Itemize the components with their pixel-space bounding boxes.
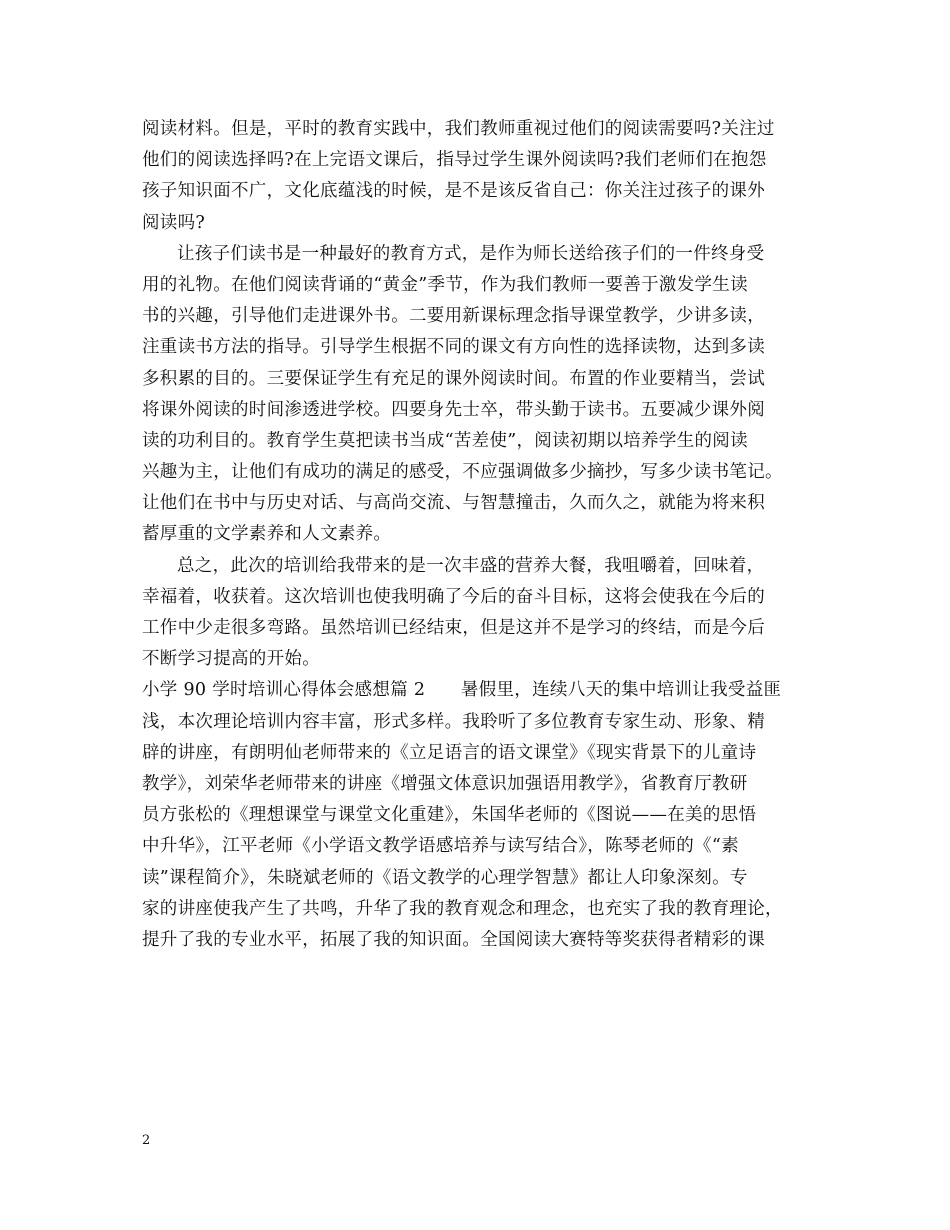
text-line: 孩子知识面不广，文化底蕴浅的时候，是不是该反省自己：你关注过孩子的课外 (142, 181, 765, 202)
paragraph-first-line: 让孩子们读书是一种最好的教育方式，是作为师长送给孩子们的一件终身受 (177, 243, 765, 264)
text-line: 兴趣为主，让他们有成功的满足的感受，不应强调做多少摘抄，写多少读书笔记。 (142, 462, 783, 483)
text-line: 阅读材料。但是，平时的教育实践中，我们教师重视过他们的阅读需要吗?关注过 (142, 119, 775, 139)
paragraph-first-line: 总之，此次的培训给我带来的是一次丰盛的营养大餐，我咀嚼着，回味着， (177, 555, 765, 576)
body-text (142, 114, 832, 956)
text-line: 他们的阅读选择吗?在上完语文课后，指导过学生课外阅读吗?我们老师们在抱怨 (142, 150, 767, 171)
text-line: 多积累的目的。三要保证学生有充足的课外阅读时间。布置的作业要精当，尝试 (142, 368, 765, 389)
text-line: 家的讲座使我产生了共鸣，升华了我的教育观念和理念，也充实了我的教育理论， (142, 898, 783, 919)
text-line: 读”课程简介》，朱晓斌老师的《语文教学的心理学智慧》都让人印象深刻。专 (142, 867, 748, 888)
text-line: 工作中少走很多弯路。虽然培训已经结束，但是这并不是学习的终结，而是今后 (142, 618, 765, 638)
text-line: 读的功利目的。教育学生莫把读书当成“苦差使”，阅读初期以培养学生的阅读 (142, 430, 748, 451)
text-line: 让他们在书中与历史对话、与高尚交流、与智慧撞击，久而久之，就能为将来积 (142, 493, 765, 514)
text-line: 中升华》，江平老师《小学语文教学语感培养与读写结合》，陈琴老师的《“素 (142, 836, 739, 857)
text-line: 提升了我的专业水平，拓展了我的知识面。全国阅读大赛特等奖获得者精彩的课 (142, 929, 765, 950)
text-line: 注重读书方法的指导。引导学生根据不同的课文有方向性的选择读物，达到多读 (142, 337, 765, 358)
text-line: 幸福着，收获着。这次培训也使我明确了今后的奋斗目标，这将会使我在今后的 (142, 586, 765, 607)
text-line: 用的礼物。在他们阅读背诵的“黄金”季节，作为我们教师一要善于激发学生读 (142, 274, 748, 295)
text-line: 教学》，刘荣华老师带来的讲座《增强文体意识加强语用教学》，省教育厅教研 (142, 773, 748, 794)
text-line: 书的兴趣，引导他们走进课外书。二要用新课标理念指导课堂教学，少讲多读， (142, 306, 765, 327)
section-heading-line: 小学 90 学时培训心得体会感想篇 2 暑假里，连续八天的集中培训让我受益匪 (142, 680, 782, 701)
page-number: 2 (142, 1133, 151, 1148)
text-line: 阅读吗? (142, 212, 206, 233)
text-line: 蓄厚重的文学素养和人文素养。 (142, 524, 392, 545)
text-line: 员方张松的《理想课堂与课堂文化重建》，朱国华老师的《图说——在美的思悟 (142, 805, 757, 826)
text-line: 不断学习提高的开始。 (142, 649, 320, 670)
text-line: 辟的讲座，有朗明仙老师带来的《立足语言的语文课堂》《现实背景下的儿童诗 (142, 742, 757, 763)
text-line: 浅，本次理论培训内容丰富，形式多样。我聆听了多位教育专家生动、形象、精 (142, 711, 765, 732)
text-line: 将课外阅读的时间渗透进学校。四要身先士卒，带头勤于读书。五要减少课外阅 (142, 399, 765, 420)
